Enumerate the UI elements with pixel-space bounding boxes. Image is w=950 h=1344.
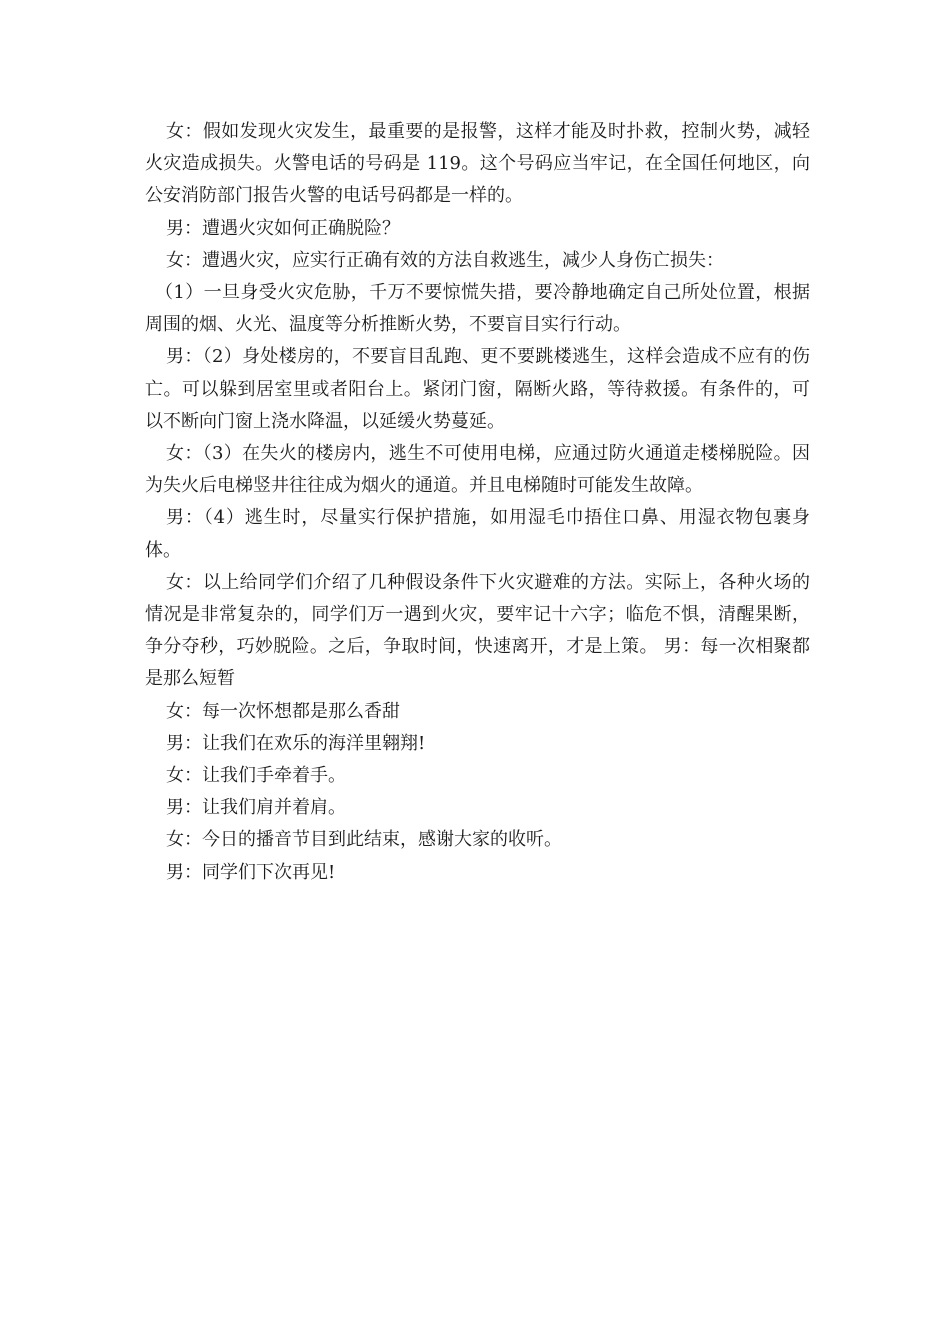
paragraph-2: 男：遭遇火灾如何正确脱险？	[166, 217, 400, 239]
paragraph-14: 男：同学们下次再见!	[166, 861, 336, 883]
paragraph-13: 女：今日的播音节目到此结束，感谢大家的收听。	[166, 829, 562, 851]
paragraph-12: 男：让我们肩并着肩。	[166, 797, 346, 819]
document-body	[145, 116, 810, 889]
paragraph-3: 女：遭遇火灾，应实行正确有效的方法自救逃生，减少人身伤亡损失：	[166, 249, 724, 271]
paragraph-10: 男：让我们在欢乐的海洋里翱翔!	[166, 732, 426, 754]
paragraph-5: 男：（2）身处楼房的，不要盲目乱跑、更不要跳楼逃生，这样会造成不应有的伤亡。可以躲到居室里或者阳台上。紧闭门窗，隔断火路，等待救援。有条件的，可以不断向门窗上浇水降温，以延缓火势蔓延。	[145, 346, 810, 432]
paragraph-1: 女：假如发现火灾发生，最重要的是报警，这样才能及时扑救，控制火势，减轻火灾造成损失。火警电话的号码是 119。这个号码应当牢记，在全国任何地区，向公安消防部门报告火警的电话号码都是一样的。	[145, 121, 810, 207]
paragraph-4: （1）一旦身受火灾危胁，千万不要惊慌失措，要冷静地确定自己所处位置，根据周围的烟、火光、温度等分析推断火势，不要盲目实行行动。	[145, 282, 810, 336]
paragraph-11: 女：让我们手牵着手。	[166, 765, 346, 787]
paragraph-9: 女：每一次怀想都是那么香甜	[166, 700, 400, 722]
paragraph-8: 女：以上给同学们介绍了几种假设条件下火灾避难的方法。实际上，各种火场的情况是非常复杂的，同学们万一遇到火灾，要牢记十六字；临危不惧，清醒果断，争分夺秒，巧妙脱险。之后，争取时间，快速离开，才是上策。 男：每一次相聚都是那么短暂	[145, 571, 810, 690]
paragraph-7: 男：（4）逃生时，尽量实行保护措施，如用湿毛巾捂住口鼻、用湿衣物包裹身体。	[145, 507, 810, 561]
paragraph-6: 女：（3）在失火的楼房内，逃生不可使用电梯，应通过防火通道走楼梯脱险。因为失火后电梯竖井往往成为烟火的通道。并且电梯随时可能发生故障。	[145, 443, 810, 497]
